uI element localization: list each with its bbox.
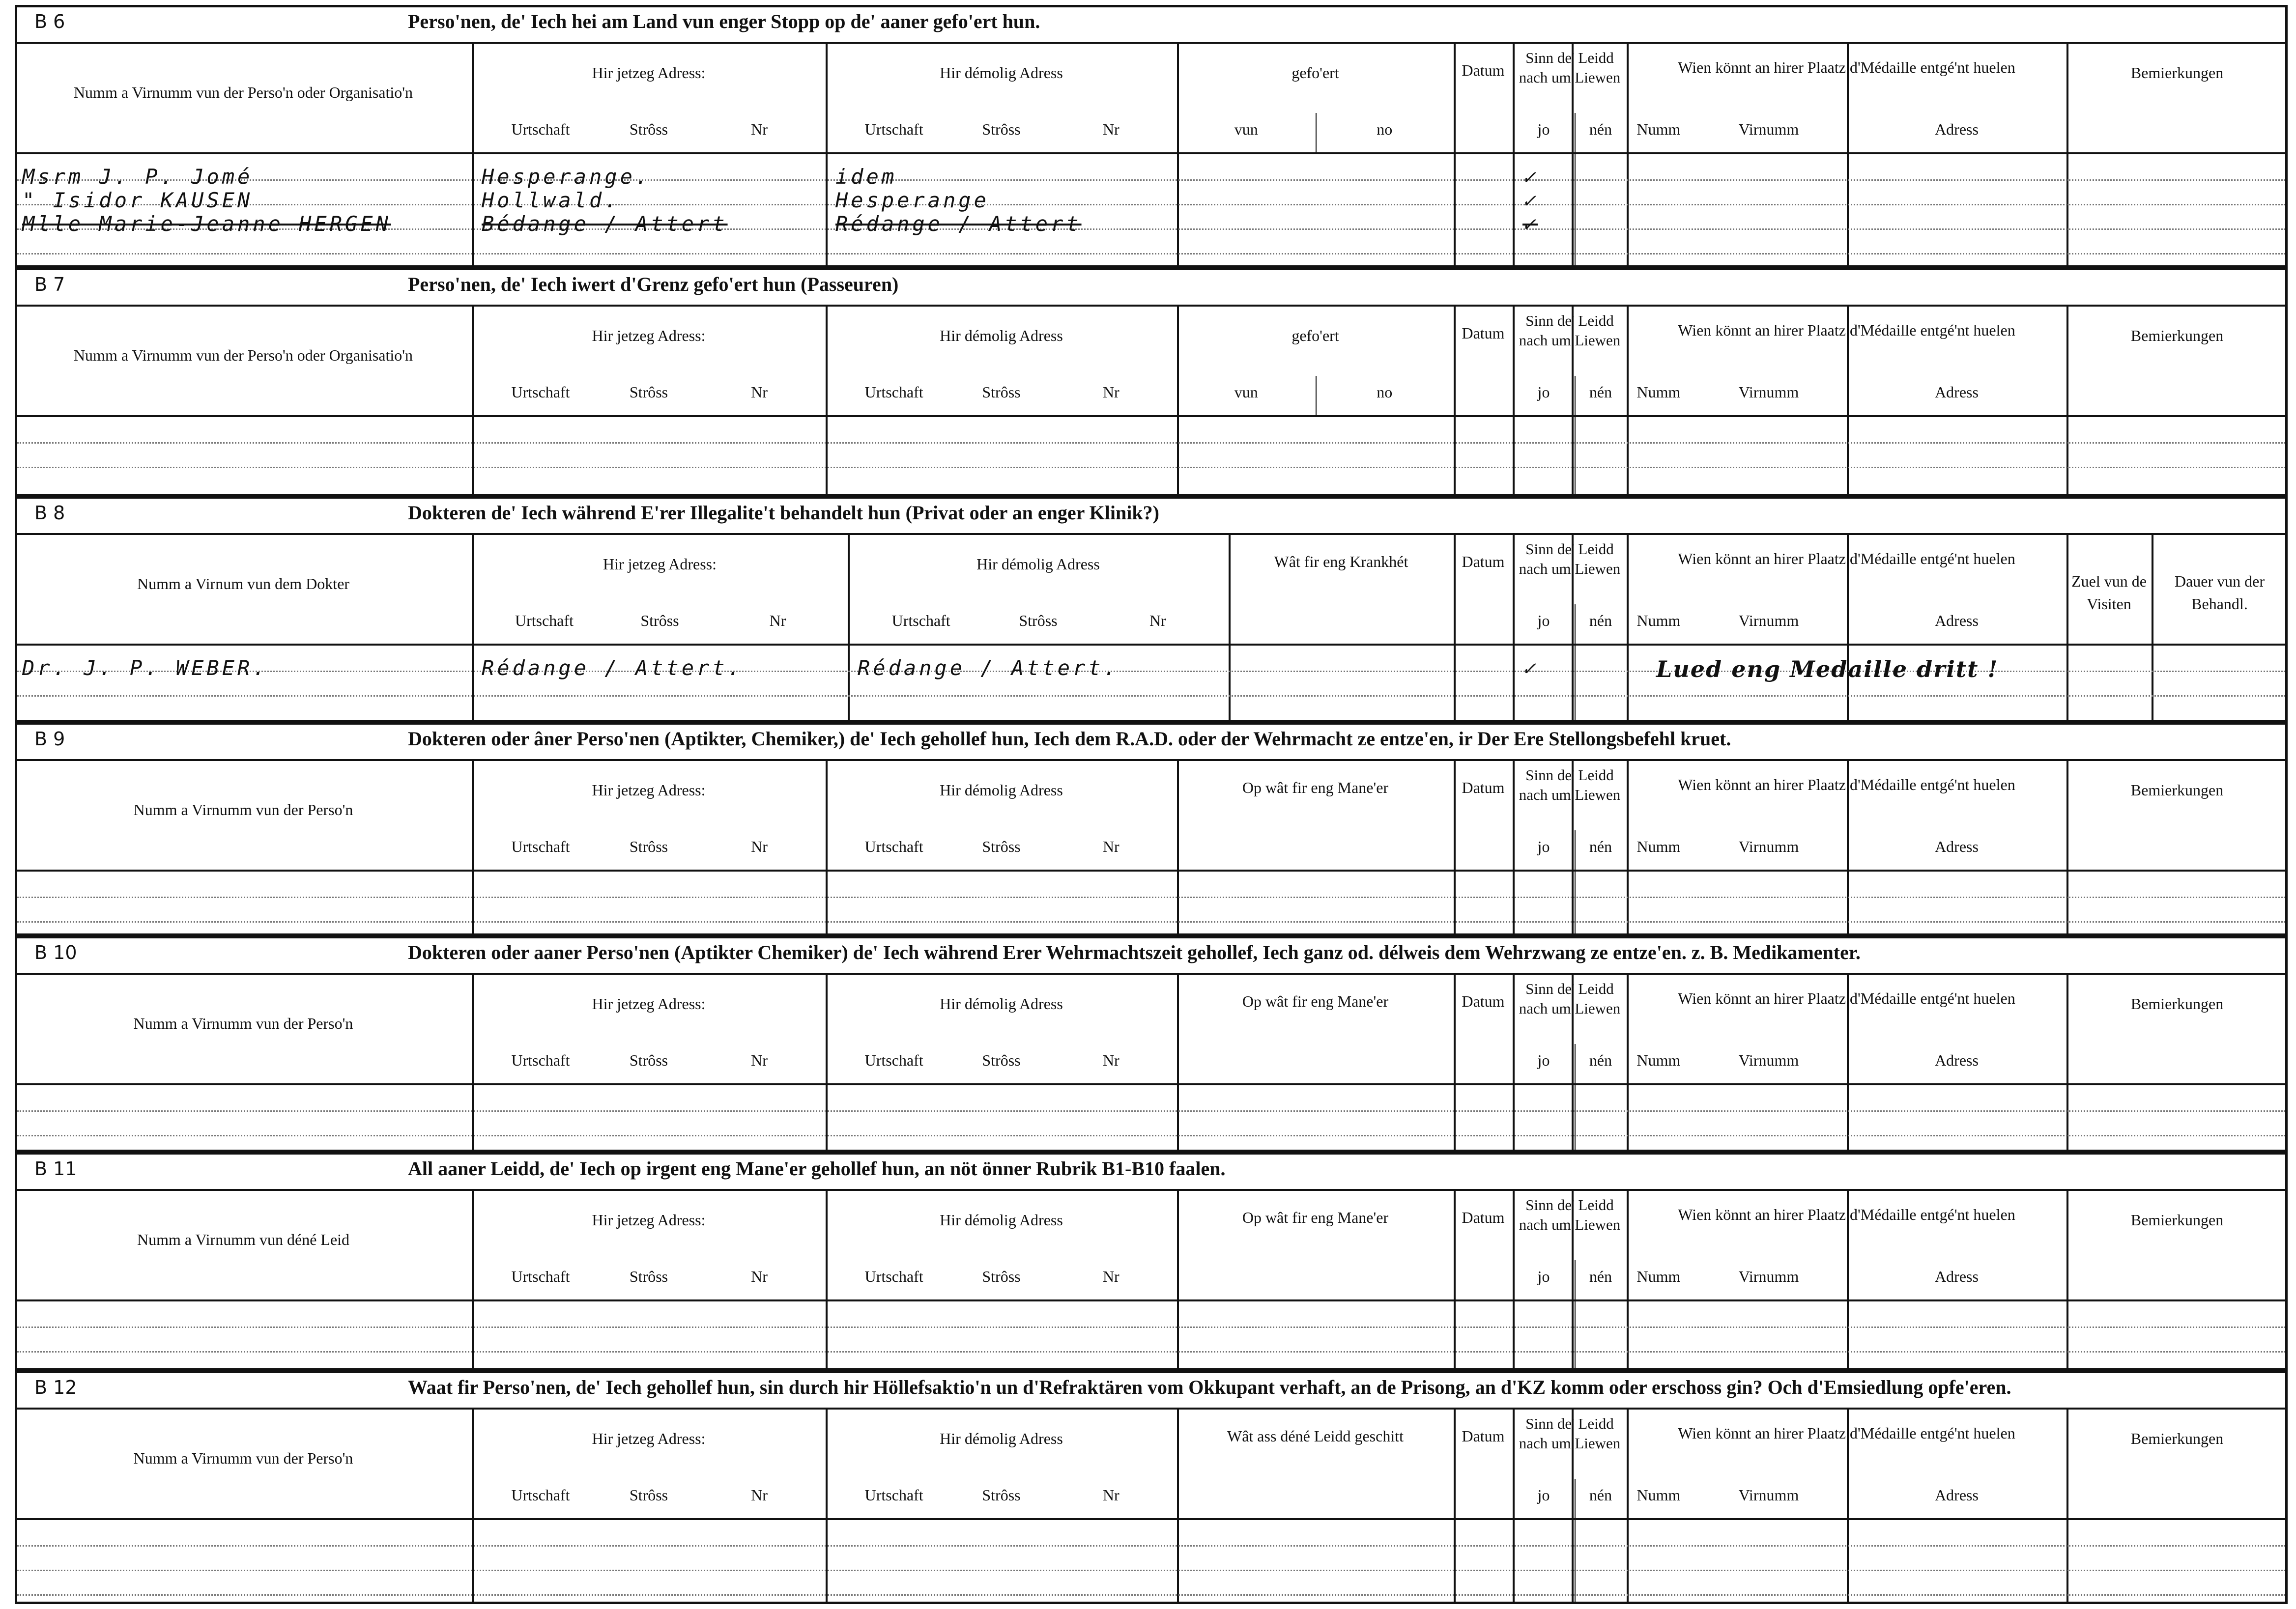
column-name-header: Numm a Virnum vun dem Dokter	[137, 575, 350, 593]
yes-header: jo	[1537, 383, 1550, 401]
current-address-header: Hir jetzeg Adress:	[592, 64, 706, 82]
current-address-number: Nr	[751, 383, 768, 401]
current-address-street: Strôss	[640, 612, 679, 629]
entry-yes-mark: ✓	[1522, 656, 1538, 680]
current-address-number: Nr	[769, 612, 786, 629]
current-address-town: Urtschaft	[511, 1486, 570, 1504]
no-header: nén	[1589, 1051, 1612, 1069]
medal-surname: Numm	[1636, 1268, 1681, 1285]
former-address-town: Urtschaft	[891, 612, 950, 629]
no-header: nén	[1589, 612, 1612, 629]
entry-name: Mlle Marie-Jeanne HERGEN	[22, 212, 391, 236]
remarks-header: Bemierkungen	[2130, 1430, 2224, 1447]
former-address-number: Nr	[1102, 1268, 1119, 1285]
middle-column-header: Op wât fir eng Mane'er	[1242, 1209, 1389, 1226]
former-address-header: Hir démolig Adress	[940, 64, 1063, 82]
entry-yes-mark: ✓	[1522, 212, 1538, 236]
section-title: Dokteren de' Iech während E'rer Illegalite't behandelt hun (Privat oder an enger Klinik?)	[408, 502, 1159, 524]
medal-firstname: Virnumm	[1738, 1051, 1799, 1069]
former-address-town: Urtschaft	[864, 1268, 923, 1285]
current-address-header: Hir jetzeg Adress:	[603, 555, 717, 573]
current-address-street: Strôss	[629, 838, 668, 855]
former-address-town: Urtschaft	[864, 1486, 923, 1504]
current-address-street: Strôss	[629, 1486, 668, 1504]
remarks-header: Bemierkungen	[2130, 781, 2224, 799]
former-address-header: Hir démolig Adress	[940, 1211, 1063, 1229]
entry-name: Msrm J. P. Jomé	[22, 165, 253, 189]
remarks-header: Bemierkungen	[2130, 64, 2224, 82]
current-address-street: Strôss	[629, 120, 668, 138]
former-address-number: Nr	[1102, 120, 1119, 138]
driven-from: vun	[1234, 383, 1258, 401]
entry-name: Dr. J. P. WEBER.	[22, 656, 268, 680]
current-address-street: Strôss	[629, 1268, 668, 1285]
former-address-header: Hir démolig Adress	[940, 781, 1063, 799]
remarks-header: Bemierkungen	[2130, 995, 2224, 1013]
yes-header: jo	[1537, 612, 1550, 629]
entry-former-address: Rédange / Attert.	[858, 656, 1119, 680]
entry-yes-mark: ✓	[1522, 165, 1538, 189]
driven-header: gefo'ert	[1292, 64, 1339, 82]
medal-firstname: Virnumm	[1738, 383, 1799, 401]
medal-address: Adress	[1935, 1051, 1979, 1069]
duration-header: Dauer vun der Behandl.	[2174, 572, 2265, 613]
yes-header: jo	[1537, 1268, 1550, 1285]
driven-from: vun	[1234, 120, 1258, 138]
current-address-number: Nr	[751, 1486, 768, 1504]
section-title: Dokteren oder aaner Perso'nen (Aptikter Chemiker) de' Iech während Erer Wehrmachtszeit gehollef, Iech ganz od. délweis dem Wehrzwang ze entze'en. z. B. Medikamenter.	[408, 941, 1861, 963]
date-header: Datum	[1462, 1427, 1505, 1445]
medal-address: Adress	[1935, 1268, 1979, 1285]
column-name-header: Numm a Virnumm vun der Perso'n	[133, 1449, 353, 1467]
medal-surname: Numm	[1636, 838, 1681, 855]
driven-header: gefo'ert	[1292, 327, 1339, 344]
medal-address: Adress	[1935, 612, 1979, 629]
current-address-town: Urtschaft	[511, 838, 570, 855]
former-address-number: Nr	[1149, 612, 1166, 629]
medal-firstname: Virnumm	[1738, 612, 1799, 629]
date-header: Datum	[1462, 61, 1505, 79]
current-address-header: Hir jetzeg Adress:	[592, 327, 706, 344]
former-address-header: Hir démolig Adress	[940, 327, 1063, 344]
former-address-number: Nr	[1102, 838, 1119, 855]
former-address-street: Strôss	[982, 1268, 1021, 1285]
section-code: B 6	[34, 11, 65, 32]
medal-firstname: Virnumm	[1738, 1486, 1799, 1504]
date-header: Datum	[1462, 779, 1505, 796]
header-rule	[15, 1518, 2288, 1520]
entry-line	[17, 1570, 2285, 1571]
former-address-street: Strôss	[982, 1051, 1021, 1069]
purpose-header: Sinn de' Leidd nach um Liewen	[1519, 1196, 1621, 1233]
former-address-street: Strôss	[1019, 612, 1058, 629]
no-header: nén	[1589, 1486, 1612, 1504]
purpose-header: Sinn de' Leidd nach um Liewen	[1519, 49, 1621, 86]
medal-surname: Numm	[1636, 1051, 1681, 1069]
entry-yes-mark: ✓	[1522, 188, 1538, 212]
current-address-town: Urtschaft	[511, 1051, 570, 1069]
medal-address: Adress	[1935, 1486, 1979, 1504]
date-header: Datum	[1462, 324, 1505, 342]
medal-firstname: Virnumm	[1738, 1268, 1799, 1285]
date-header: Datum	[1462, 1209, 1505, 1226]
current-address-town: Urtschaft	[515, 612, 574, 629]
medal-address: Adress	[1935, 120, 1979, 138]
current-address-header: Hir jetzeg Adress:	[592, 995, 706, 1013]
section-code: B 11	[34, 1158, 77, 1180]
column-name-header: Numm a Virnumm vun déné Leid	[137, 1231, 350, 1248]
medal-firstname: Virnumm	[1738, 838, 1799, 855]
middle-column-header: Op wât fir eng Mane'er	[1242, 992, 1389, 1010]
medal-header: Wien könnt an hirer Plaatz d'Médaille entgé'nt huelen	[1678, 550, 2015, 567]
medal-surname: Numm	[1636, 383, 1681, 401]
current-address-number: Nr	[751, 838, 768, 855]
yes-header: jo	[1537, 120, 1550, 138]
current-address-header: Hir jetzeg Adress:	[592, 781, 706, 799]
medal-header: Wien könnt an hirer Plaatz d'Médaille entgé'nt huelen	[1678, 321, 2015, 339]
yes-header: jo	[1537, 1051, 1550, 1069]
no-header: nén	[1589, 1268, 1612, 1285]
visits-header: Zuel vun de Visiten	[2071, 572, 2147, 613]
column-name-header: Numm a Virnumm vun der Perso'n oder Organisatio'n	[73, 84, 413, 101]
current-address-town: Urtschaft	[511, 1268, 570, 1285]
section-title: Waat fir Perso'nen, de' Iech gehollef hun, sin durch hir Höllefsaktio'n un d'Refraktären vom Okkupant verhaft, an de Prisong, an d'KZ komm oder erschoss gin? Och d'Emsiedlung opfe'eren.	[408, 1376, 2011, 1398]
medal-header: Wien könnt an hirer Plaatz d'Médaille entgé'nt huelen	[1678, 989, 2015, 1007]
current-address-street: Strôss	[629, 1051, 668, 1069]
no-header: nén	[1589, 838, 1612, 855]
medal-surname: Numm	[1636, 1486, 1681, 1504]
former-address-town: Urtschaft	[864, 1051, 923, 1069]
purpose-header: Sinn de' Leidd nach um Liewen	[1519, 540, 1621, 577]
medal-firstname: Virnumm	[1738, 120, 1799, 138]
column-name-header: Numm a Virnumm vun der Perso'n	[133, 801, 353, 819]
former-address-street: Strôss	[982, 1486, 1021, 1504]
entry-current-address: Hollwald.	[482, 188, 620, 212]
current-address-town: Urtschaft	[511, 383, 570, 401]
former-address-number: Nr	[1102, 1051, 1119, 1069]
medal-address: Adress	[1935, 838, 1979, 855]
section-code: B 12	[34, 1377, 77, 1398]
current-address-street: Strôss	[629, 383, 668, 401]
column-name-header: Numm a Virnumm vun der Perso'n	[133, 1015, 353, 1032]
entry-current-address: Rédange / Attert.	[482, 656, 743, 680]
section-code: B 10	[34, 942, 77, 963]
entry-line	[17, 1545, 2285, 1547]
former-address-town: Urtschaft	[864, 838, 923, 855]
no-header: nén	[1589, 383, 1612, 401]
driven-to: no	[1377, 383, 1393, 401]
entry-name: " Isidor KAUSEN	[22, 188, 253, 212]
middle-column-header: Op wât fir eng Mane'er	[1242, 779, 1389, 796]
section-title: Dokteren oder âner Perso'nen (Aptikter, Chemiker,) de' Iech gehollef hun, Iech dem R.A.D. oder der Wehrmacht ze entze'en, ir Der Ere Stellongsbefehl kruet.	[408, 728, 1731, 750]
current-address-town: Urtschaft	[511, 120, 570, 138]
current-address-header: Hir jetzeg Adress:	[592, 1430, 706, 1447]
medal-surname: Numm	[1636, 612, 1681, 629]
date-header: Datum	[1462, 992, 1505, 1010]
middle-column-header: Wât ass déné Leidd geschitt	[1227, 1427, 1404, 1445]
yes-header: jo	[1537, 838, 1550, 855]
current-address-number: Nr	[751, 120, 768, 138]
entry-current-address: Hesperange.	[482, 165, 651, 189]
section-code: B 8	[34, 502, 65, 524]
medal-header: Wien könnt an hirer Plaatz d'Médaille entgé'nt huelen	[1678, 776, 2015, 793]
current-address-header: Hir jetzeg Adress:	[592, 1211, 706, 1229]
former-address-header: Hir démolig Adress	[976, 555, 1100, 573]
former-address-town: Urtschaft	[864, 120, 923, 138]
driven-to: no	[1377, 120, 1393, 138]
former-address-street: Strôss	[982, 383, 1021, 401]
medal-header: Wien könnt an hirer Plaatz d'Médaille entgé'nt huelen	[1678, 58, 2015, 76]
section-title: Perso'nen, de' Iech iwert d'Grenz gefo'ert hun (Passeuren)	[408, 273, 899, 295]
entry-former-address: Rédange / Attert	[835, 212, 1082, 236]
current-address-number: Nr	[751, 1051, 768, 1069]
entry-former-address: Hesperange	[835, 188, 989, 212]
date-header: Datum	[1462, 553, 1505, 570]
entry-former-address: idem	[835, 165, 897, 189]
former-address-header: Hir démolig Adress	[940, 995, 1063, 1013]
former-address-street: Strôss	[982, 838, 1021, 855]
purpose-header: Sinn de' Leidd nach um Liewen	[1519, 312, 1621, 349]
section-code: B 9	[34, 728, 65, 750]
remarks-header: Bemierkungen	[2130, 1211, 2224, 1229]
entry-medal-note: Lued eng Medaille dritt !	[1656, 656, 1999, 682]
medal-header: Wien könnt an hirer Plaatz d'Médaille entgé'nt huelen	[1678, 1424, 2015, 1442]
remarks-header: Bemierkungen	[2130, 327, 2224, 344]
former-address-number: Nr	[1102, 383, 1119, 401]
purpose-header: Sinn de' Leidd nach um Liewen	[1519, 980, 1621, 1017]
column-name-header: Numm a Virnumm vun der Perso'n oder Organisatio'n	[73, 346, 413, 364]
section-title: Perso'nen, de' Iech hei am Land vun enger Stopp op de' aaner gefo'ert hun.	[408, 10, 1040, 32]
no-header: nén	[1589, 120, 1612, 138]
entry-line	[17, 1594, 2285, 1596]
purpose-header: Sinn de' Leidd nach um Liewen	[1519, 766, 1621, 803]
former-address-town: Urtschaft	[864, 383, 923, 401]
section-title: All aaner Leidd, de' Iech op irgent eng Mane'er gehollef hun, an nöt önner Rubrik B1-B10 faalen.	[408, 1157, 1226, 1180]
section-code: B 7	[34, 274, 65, 295]
medal-address: Adress	[1935, 383, 1979, 401]
former-address-header: Hir démolig Adress	[940, 1430, 1063, 1447]
former-address-street: Strôss	[982, 120, 1021, 138]
purpose-header: Sinn de' Leidd nach um Liewen	[1519, 1415, 1621, 1452]
middle-column-header: Wât fir eng Krankhét	[1274, 553, 1408, 570]
current-address-number: Nr	[751, 1268, 768, 1285]
medal-header: Wien könnt an hirer Plaatz d'Médaille entgé'nt huelen	[1678, 1206, 2015, 1223]
entry-current-address: Bédange / Attert	[482, 212, 728, 236]
former-address-number: Nr	[1102, 1486, 1119, 1504]
title-rule	[15, 1408, 2288, 1410]
medal-surname: Numm	[1636, 120, 1681, 138]
yes-header: jo	[1537, 1486, 1550, 1504]
